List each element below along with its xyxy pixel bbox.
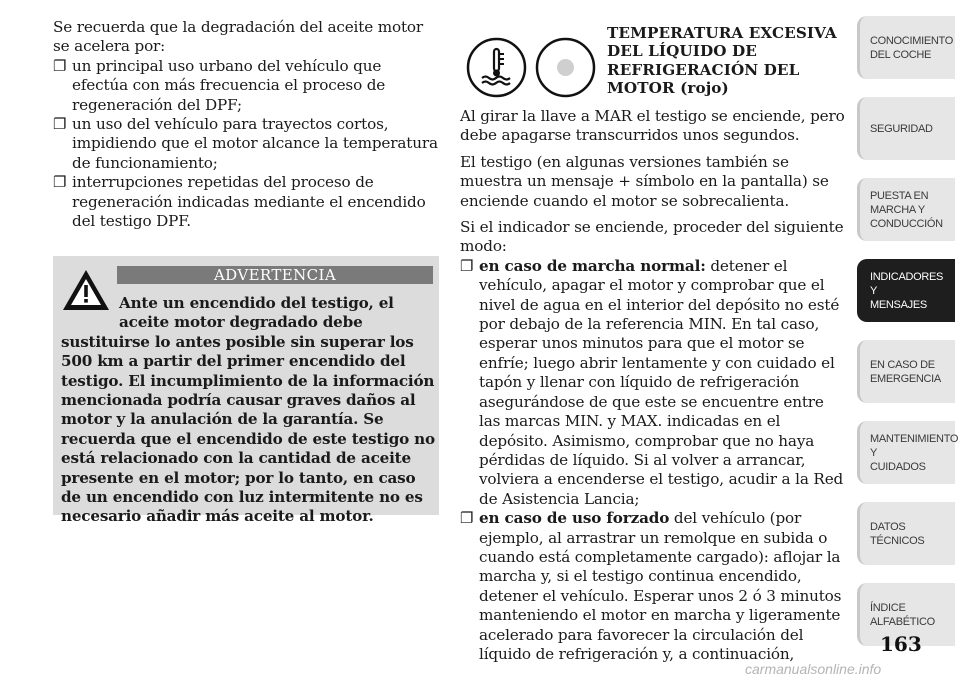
list-item-text: del vehículo (por ejemplo, al arrastrar un remolque en subida o cuando está completamente cargado): aflojar la marcha y, si el testigo continua encendido, detener el vehículo. Esperar unos 2 ó 3 minutos manteniendo el motor en marcha y ligeramente acelerado para favorecer la circulación del líquido de refrigeración y, a continuación,: [479, 509, 842, 663]
list-item: [460, 509, 846, 664]
intro-paragraph: Se recuerda que la degradación del aceite motor se acelera por:: [53, 18, 424, 56]
tab-label: ÍNDICE ALFABÉTICO: [870, 601, 935, 628]
tab-datos-tecnicos[interactable]: [857, 502, 955, 565]
coolant-temperature-icon: [466, 37, 527, 98]
tab-seguridad[interactable]: [857, 97, 955, 160]
list-item: [460, 257, 846, 509]
paragraph-2: El testigo (en algunas versiones también se muestra un mensaje + símbolo en la pantalla) se enciende cuando el motor se sobrecalienta.: [460, 152, 829, 210]
section-heading: TEMPERATURA EXCESIVA DEL LÍQUIDO DE REFRIGERACIÓN DEL MOTOR (rojo): [607, 24, 837, 98]
right-column: [460, 107, 846, 664]
left-column: [53, 18, 441, 231]
checkbox-bullet-icon: ❐: [460, 509, 474, 528]
warning-title: ADVERTENCIA: [213, 266, 337, 284]
list-item: [53, 57, 441, 115]
tab-conocimiento-del-coche[interactable]: [857, 16, 955, 79]
warning-body: sustituirse lo antes posible sin superar los 500 km a partir del primer encendido del testigo. El incumplimiento de la información mencionada podría causar graves daños al motor y la anulación de la garantía. Se recuerda que el encendido de este testigo no está relacionado con la cantidad de aceite presente en el motor; por lo tanto, en caso de un encendido con luz intermitente no es necesario añadir más aceite al motor.: [61, 332, 435, 526]
warning-first-line: Ante un encendido del testigo, el aceite motor degradado debe: [119, 294, 394, 332]
tab-label: DATOS TÉCNICOS: [870, 520, 925, 547]
list-item-label: en caso de uso forzado: [479, 509, 670, 528]
tab-label: MANTENIMIENTO Y CUIDADOS: [870, 432, 959, 473]
list-item-label: en caso de marcha normal:: [479, 256, 706, 275]
paragraph-3: Si el indicador se enciende, proceder del siguiente modo:: [460, 218, 844, 256]
warning-text: [61, 294, 435, 527]
list-item: [53, 173, 441, 231]
tab-mantenimiento-y-cuidados[interactable]: [857, 421, 959, 484]
list-item: [53, 115, 441, 173]
tab-puesta-en-marcha[interactable]: [857, 178, 955, 241]
checkbox-bullet-icon: ❐: [53, 173, 67, 192]
checkbox-bullet-icon: ❐: [53, 115, 67, 134]
tab-label: EN CASO DE EMERGENCIA: [870, 358, 941, 385]
list-item-text: un principal uso urbano del vehículo que efectúa con más frecuencia el proceso de regeneración del DPF;: [72, 56, 386, 114]
list-item-text: un uso del vehículo para trayectos cortos, impidiendo que el motor alcance la temperatura de funcionamiento;: [72, 115, 438, 172]
watermark: carmanualsonline.info: [745, 661, 882, 677]
tab-label: PUESTA EN MARCHA Y CONDUCCIÓN: [870, 189, 943, 230]
checkbox-bullet-icon: ❐: [53, 56, 67, 75]
warning-light-icon: [535, 37, 596, 98]
paragraph-1: Al girar la llave a MAR el testigo se enciende, pero debe apagarse transcurridos unos segundos.: [460, 107, 845, 145]
list-item-text: interrupciones repetidas del proceso de regeneración indicadas mediante el encendido del testigo DPF.: [72, 173, 426, 231]
warning-box: [53, 256, 439, 526]
checkbox-bullet-icon: ❐: [460, 256, 474, 275]
page-number: 163: [880, 632, 922, 656]
tab-en-caso-de-emergencia[interactable]: [857, 340, 955, 403]
tab-label: INDICADORES Y MENSAJES: [870, 270, 944, 311]
tab-indicadores-y-mensajes[interactable]: [857, 259, 955, 322]
tab-label: CONOCIMIENTO DEL COCHE: [870, 34, 953, 61]
tab-label: SEGURIDAD: [870, 122, 933, 135]
list-item-text: detener el vehículo, apagar el motor y comprobar que el nivel de agua en el interior del depósito no esté por debajo de la referencia MIN. En tal caso, esperar unos minutos para que el motor se enfríe; luego abrir lentamente y con cuidado el tapón y llenar con líquido de refrigeración asegurándose de que este se encuentre entre las marcas MIN. y MAX. indicadas en el depósito. Asimismo, comprobar que no haya pérdidas de líquido. Si al volver a arrancar, volviera a encenderse el testigo, acudir a la Red de Asistencia Lancia;: [479, 256, 844, 508]
